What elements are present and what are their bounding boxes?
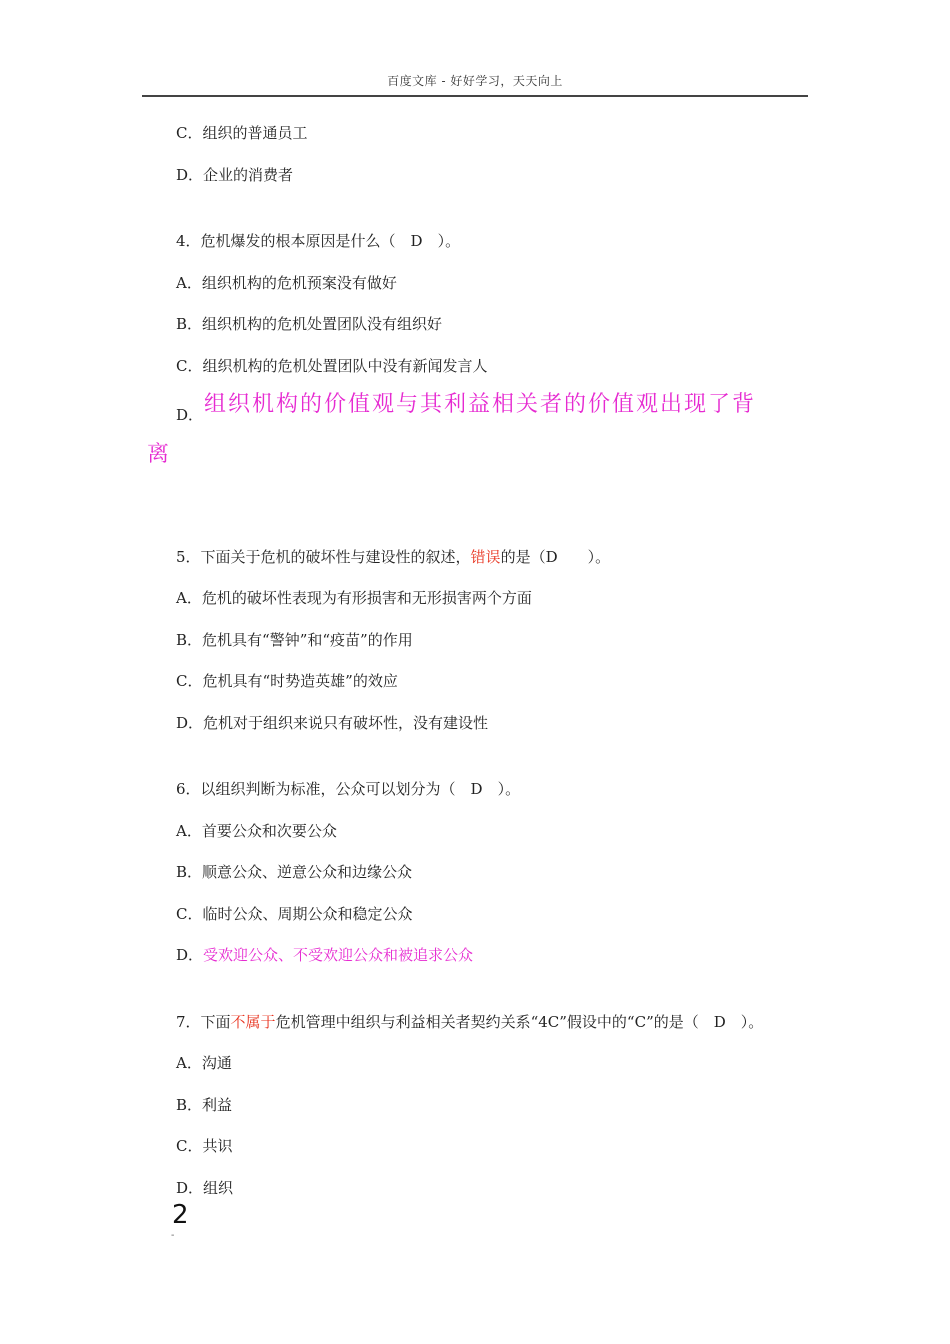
q5-option-a: A．危机的破坏性表现为有形损害和无形损害两个方面 [176,589,532,607]
q4-option-d-answer-line2: 离 [147,442,172,467]
q4-option-a: A．组织机构的危机预案没有做好 [176,274,397,292]
q3-option-d: D．企业的消费者 [176,166,294,184]
q6-option-b: B．顺意公众、逆意公众和边缘公众 [176,863,413,881]
q5-stem [176,547,610,567]
page-header: 百度文库 - 好好学习，天天向上 [387,74,563,88]
q4-option-b: B．组织机构的危机处置团队没有组织好 [176,315,443,333]
q7-option-d: D．组织 [176,1179,234,1197]
q7-stem-text: 7．下面 [176,1013,231,1031]
q5-option-d: D．危机对于组织来说只有破坏性，没有建设性 [176,714,489,732]
q7-stem [176,1012,763,1032]
q6-option-d-prefix: D． [176,946,204,964]
q7-stem-highlight: 不属于 [230,1013,276,1031]
page-number-mark: - [171,1230,175,1241]
q6-option-d [176,945,473,965]
q7-stem-rest: 危机管理中组织与利益相关者契约关系“4C”假设中的“C”的是（ D ）。 [275,1013,764,1031]
q6-option-c: C．临时公众、周期公众和稳定公众 [176,905,413,923]
q4-option-d-prefix: D． [176,406,204,424]
q4-option-d-answer-line1: 组织机构的价值观与其利益相关者的价值观出现了背 [204,392,757,417]
q5-option-b: B．危机具有“警钟”和“疫苗”的作用 [176,631,413,649]
q4-stem: 4．危机爆发的根本原因是什么（ D ）。 [176,232,461,250]
q7-option-a: A．沟通 [176,1054,232,1072]
q6-option-d-answer: 受欢迎公众、不受欢迎公众和被追求公众 [203,946,474,964]
q5-stem-text: 5．下面关于危机的破坏性与建设性的叙述， [176,548,471,566]
q7-option-b: B．利益 [176,1096,233,1114]
q6-stem: 6．以组织判断为标准，公众可以划分为（ D ）。 [176,780,521,798]
q7-option-c: C．共识 [176,1137,233,1155]
q5-stem-answer: 的是（D ）。 [500,548,611,566]
header-divider [142,95,808,97]
q6-option-a: A．首要公众和次要公众 [176,822,337,840]
q4-option-c: C．组织机构的危机处置团队中没有新闻发言人 [176,357,488,375]
q3-option-c: C．组织的普通员工 [176,124,308,142]
page-number: 2 [172,1200,189,1230]
q5-stem-highlight: 错误 [470,548,501,566]
q5-option-c: C．危机具有“时势造英雄”的效应 [176,672,398,690]
